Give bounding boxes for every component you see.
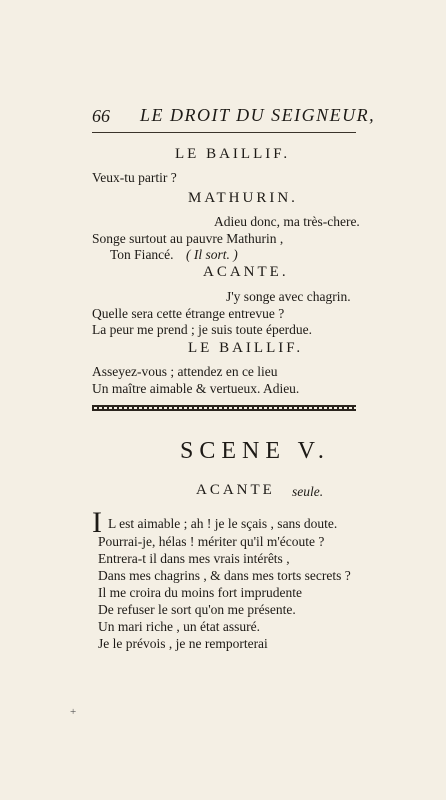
scene-title: SCENE V. xyxy=(180,438,330,464)
verse-line: Entrera-t il dans mes vrais intérêts , xyxy=(98,551,290,566)
running-title: LE DROIT DU SEIGNEUR, xyxy=(140,105,376,125)
verse-line: Dans mes chagrins , & dans mes torts secrets ? xyxy=(98,568,351,583)
verse-line: Asseyez-vous ; attendez en ce lieu xyxy=(92,364,278,379)
verse-line: Il me croira du moins fort imprudente xyxy=(98,585,302,600)
page-number: 66 xyxy=(92,106,110,126)
speaker-name: LE BAILLIF. xyxy=(175,146,291,162)
ornamental-divider xyxy=(92,405,356,411)
scene-speaker-note: seule. xyxy=(292,484,324,499)
verse-line: J'y songe avec chagrin. xyxy=(226,289,351,304)
speaker-name: MATHURIN. xyxy=(188,190,298,206)
verse-line: Je le prévois , je ne remporterai xyxy=(98,636,268,651)
verse-line: Un mari riche , un état assuré. xyxy=(98,619,260,634)
header-rule xyxy=(92,132,356,133)
margin-mark: + xyxy=(70,706,77,718)
verse-line: Quelle sera cette étrange entrevue ? xyxy=(92,306,285,321)
verse-line: Ton Fiancé. xyxy=(110,247,174,262)
verse-line: De refuser le sort qu'on me présente. xyxy=(98,602,296,617)
verse-line: Veux-tu partir ? xyxy=(92,170,177,185)
scene-speaker: ACANTE xyxy=(196,482,275,498)
verse-line: Un maître aimable & vertueux. Adieu. xyxy=(92,381,300,396)
verse-line: L est aimable ; ah ! je le sçais , sans doute. xyxy=(108,516,338,531)
speaker-name: LE BAILLIF. xyxy=(188,340,304,356)
drop-cap: I xyxy=(92,506,102,539)
verse-line: La peur me prend ; je suis toute éperdue. xyxy=(92,322,313,337)
verse-line: Songe surtout au pauvre Mathurin , xyxy=(92,231,284,246)
verse-line: Adieu donc, ma très-chere. xyxy=(214,214,360,229)
verse-line: Pourrai-je, hélas ! mériter qu'il m'écoute ? xyxy=(98,534,325,549)
stage-direction: ( Il sort. ) xyxy=(186,247,238,262)
speaker-name: ACANTE. xyxy=(203,264,289,280)
